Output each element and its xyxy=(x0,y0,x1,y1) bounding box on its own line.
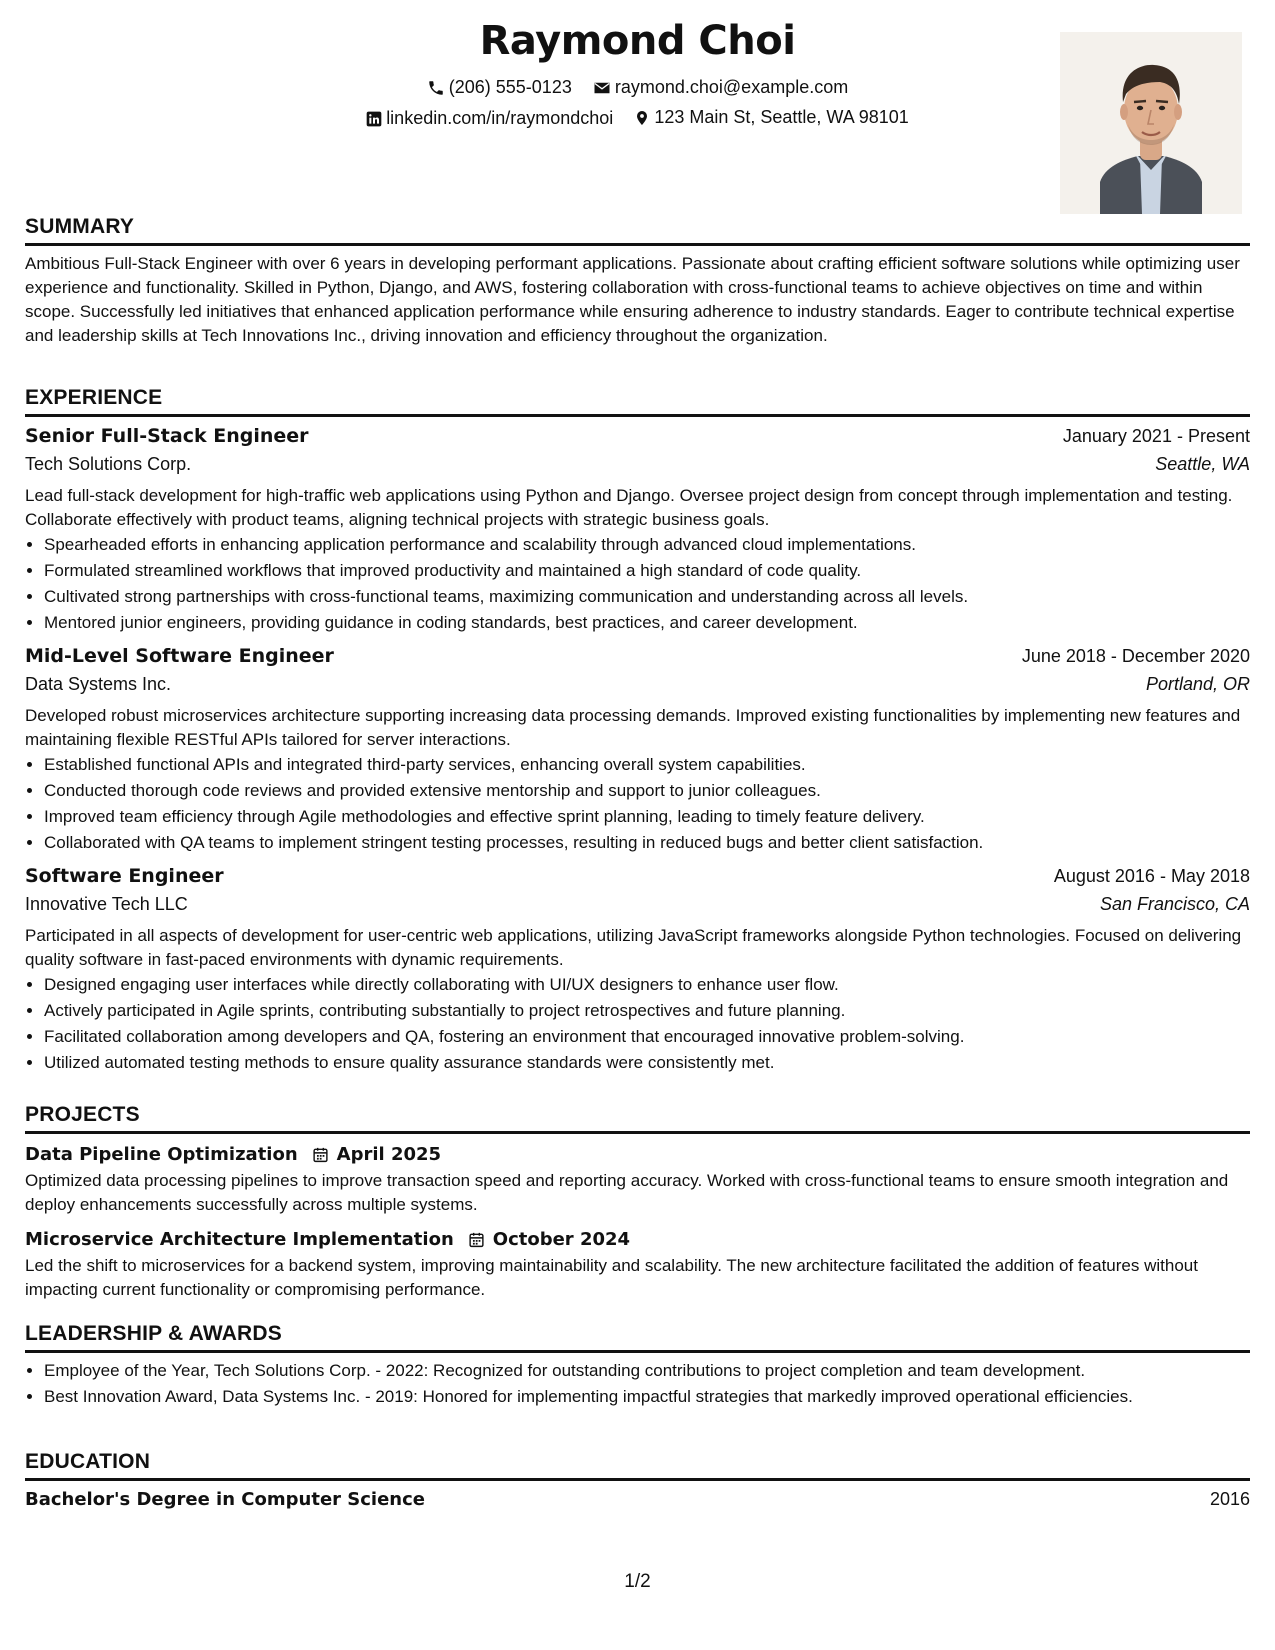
project-entry xyxy=(25,1144,1250,1217)
list-item: • Actively participated in Agile sprints, contributing substantially to project retrospectives and future planning. xyxy=(44,998,1250,1024)
job-dates: June 2018 - December 2020 xyxy=(1021,646,1250,666)
summary-section xyxy=(25,215,1250,348)
job-description: Participated in all aspects of development for user-centric web applications, utilizing JavaScript frameworks alongside Python technologies. Focused on delivering quality software in fast-paced environments with dynamic requirements. xyxy=(25,926,1242,969)
list-item: • Facilitated collaboration among developers and QA, fostering an environment that encouraged innovative problem-solving. xyxy=(44,1024,1250,1050)
job-subheader xyxy=(25,454,1250,475)
job-entry xyxy=(25,425,1250,636)
job-entry xyxy=(25,865,1250,1076)
degree-name: Bachelor's Degree in Computer Science xyxy=(25,1489,425,1510)
map-pin-icon xyxy=(634,109,650,127)
project-description: Optimized data processing pipelines to improve transaction speed and reporting accuracy. Worked with cross-functional teams to ensure smooth integration and deploy enhancements successfully across multiple systems. xyxy=(25,1171,1229,1214)
project-description: Led the shift to microservices for a backend system, improving maintainability and scalability. The new architecture facilitated the addition of features without impacting current functionality or compromising performance. xyxy=(25,1256,1198,1299)
envelope-icon xyxy=(593,79,611,97)
list-item: • Best Innovation Award, Data Systems Inc. - 2019: Honored for implementing impactful strategies that markedly improved operational efficiencies. xyxy=(44,1385,1250,1409)
linkedin-contact xyxy=(366,108,613,129)
job-dates: January 2021 - Present xyxy=(1062,426,1250,446)
list-item: • Spearheaded efforts in enhancing application performance and scalability through advanced cloud implementations. xyxy=(44,532,1250,558)
job-company: Innovative Tech LLC xyxy=(25,894,188,914)
graduation-year: 2016 xyxy=(1209,1489,1250,1509)
projects-section xyxy=(25,1103,1250,1302)
phone-contact xyxy=(427,77,572,98)
project-header xyxy=(25,1229,1250,1250)
awards-list xyxy=(25,1359,1250,1409)
street-address: 123 Main St, Seattle, WA 98101 xyxy=(654,107,909,127)
leadership-heading: LEADERSHIP & AWARDS xyxy=(25,1322,1250,1353)
email-contact xyxy=(593,77,848,98)
job-bullets xyxy=(25,972,1250,1076)
job-title: Software Engineer xyxy=(25,865,224,887)
job-subheader xyxy=(25,674,1250,695)
summary-heading: SUMMARY xyxy=(25,215,1250,246)
job-dates: August 2016 - May 2018 xyxy=(1053,866,1250,886)
job-title: Mid-Level Software Engineer xyxy=(25,645,334,667)
list-item: • Employee of the Year, Tech Solutions Corp. - 2022: Recognized for outstanding contributions to project completion and team development. xyxy=(44,1359,1250,1383)
job-description: Developed robust microservices architecture supporting increasing data processing demands. Improved existing functionalities by implementing new features and maintaining flexible RESTful APIs tailored for server interactions. xyxy=(25,706,1241,749)
education-heading: EDUCATION xyxy=(25,1450,1250,1481)
list-item: • Conducted thorough code reviews and provided extensive mentorship and support to junior colleagues. xyxy=(44,778,1250,804)
list-item: • Cultivated strong partnerships with cross-functional teams, maximizing communication and understanding across all levels. xyxy=(44,584,1250,610)
summary-text: Ambitious Full-Stack Engineer with over 6 years in developing performant applications. Passionate about crafting efficient software solutions while optimizing user experience and functionality. Skilled in Python, Django, and AWS, fostering collaboration with cross-functional teams to achieve objectives on time and within scope. Successfully led initiatives that enhanced application performance while ensuring adherence to industry standards. Eager to contribute technical expertise and leadership skills at Tech Innovations Inc., driving innovation and efficiency throughout the organization. xyxy=(25,254,1240,345)
list-item: • Mentored junior engineers, providing guidance in coding standards, best practices, and career development. xyxy=(44,610,1250,636)
project-name: Data Pipeline Optimization xyxy=(25,1144,298,1165)
project-name: Microservice Architecture Implementation xyxy=(25,1229,454,1250)
project-date: April 2025 xyxy=(336,1144,442,1165)
job-entry xyxy=(25,645,1250,856)
job-header xyxy=(25,865,1250,887)
list-item: • Formulated streamlined workflows that improved productivity and maintained a high standard of code quality. xyxy=(44,558,1250,584)
job-location: Portland, OR xyxy=(1145,674,1250,694)
experience-section xyxy=(25,386,1250,1076)
phone-icon xyxy=(427,79,445,97)
list-item: • Improved team efficiency through Agile methodologies and effective sprint planning, leading to timely feature delivery. xyxy=(44,804,1250,830)
project-date: October 2024 xyxy=(492,1229,631,1250)
job-location: San Francisco, CA xyxy=(1099,894,1250,914)
page-number: 1/2 xyxy=(624,1571,651,1592)
resume-page xyxy=(25,0,1250,1650)
education-entry xyxy=(25,1489,1250,1510)
linkedin-url[interactable]: linkedin.com/in/raymondchoi xyxy=(386,108,614,128)
job-description: Lead full-stack development for high-traffic web applications using Python and Django. Oversee project design from concept through implementation and testing. Collaborate effectively with product teams, aligning technical projects with strategic business goals. xyxy=(25,486,1233,529)
email-address[interactable]: raymond.choi@example.com xyxy=(614,77,849,97)
resume-header xyxy=(25,0,1250,215)
list-item: • Designed engaging user interfaces while directly collaborating with UI/UX designers to enhance user flow. xyxy=(44,972,1250,998)
candidate-name: Raymond Choi xyxy=(479,18,796,64)
job-title: Senior Full-Stack Engineer xyxy=(25,425,309,447)
job-company: Tech Solutions Corp. xyxy=(25,454,192,474)
job-header xyxy=(25,645,1250,667)
job-bullets xyxy=(25,752,1250,856)
leadership-section xyxy=(25,1322,1250,1409)
job-header xyxy=(25,425,1250,447)
experience-heading: EXPERIENCE xyxy=(25,386,1250,417)
phone-number: (206) 555-0123 xyxy=(448,77,572,97)
calendar-icon xyxy=(312,1146,329,1164)
profile-photo xyxy=(1060,32,1242,214)
calendar-icon xyxy=(468,1231,485,1249)
address-contact xyxy=(634,107,909,128)
list-item: • Utilized automated testing methods to ensure quality assurance standards were consistently met. xyxy=(44,1050,1250,1076)
list-item: • Established functional APIs and integrated third-party services, enhancing overall system capabilities. xyxy=(44,752,1250,778)
project-entry xyxy=(25,1229,1250,1302)
job-company: Data Systems Inc. xyxy=(25,674,172,694)
job-subheader xyxy=(25,894,1250,915)
profile-portrait-image xyxy=(1060,32,1242,214)
list-item: • Collaborated with QA teams to implement stringent testing processes, resulting in reduced bugs and better client satisfaction. xyxy=(44,830,1250,856)
projects-heading: PROJECTS xyxy=(25,1103,1250,1134)
education-section xyxy=(25,1450,1250,1510)
linkedin-icon xyxy=(366,111,382,127)
job-location: Seattle, WA xyxy=(1155,454,1250,474)
job-bullets xyxy=(25,532,1250,636)
project-header xyxy=(25,1144,1250,1165)
